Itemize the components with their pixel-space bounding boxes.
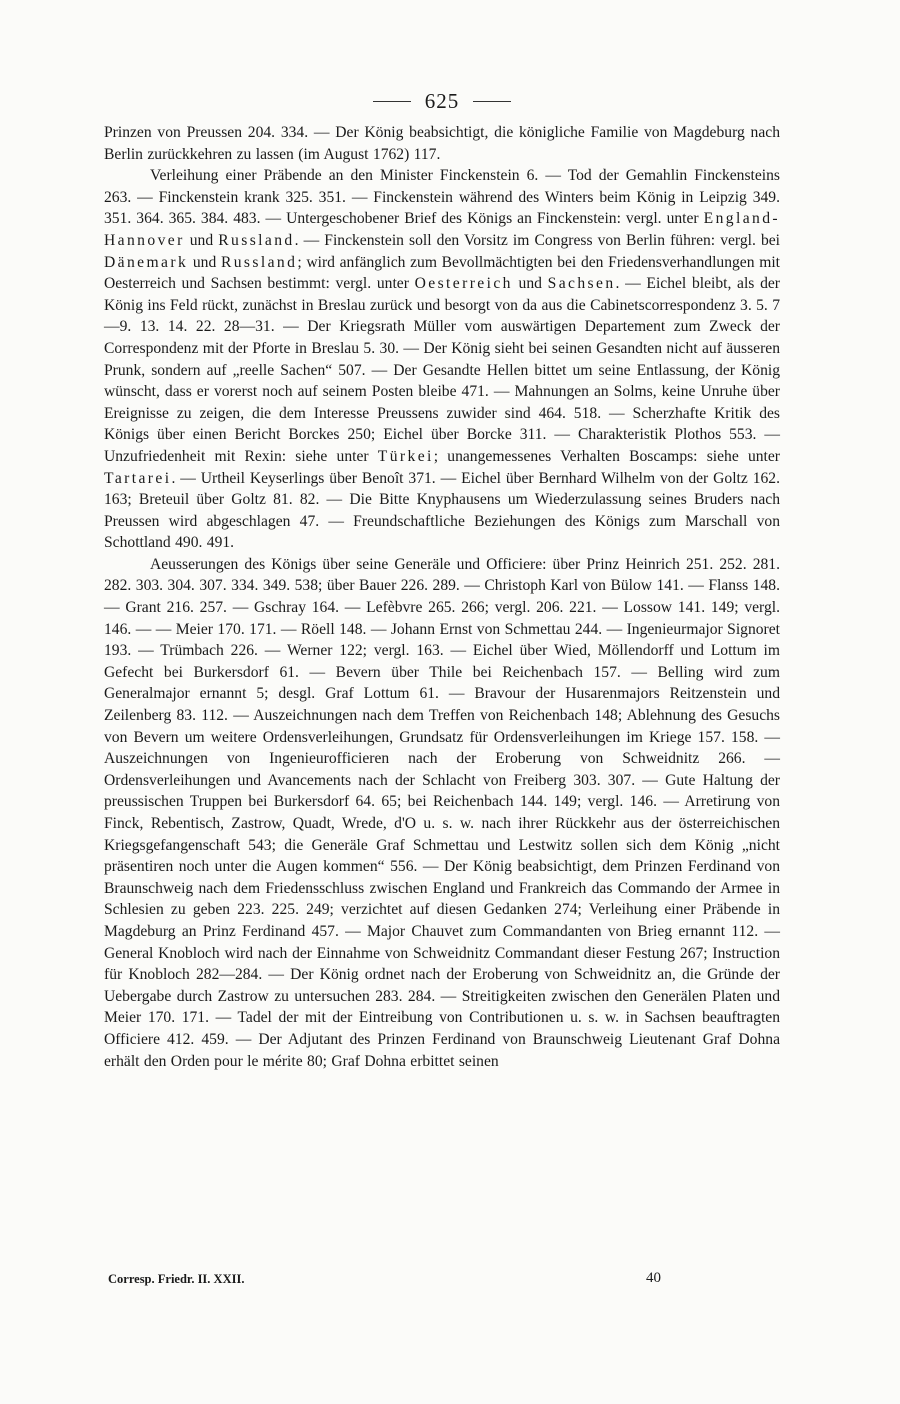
spaced-term: England-Hannover	[104, 210, 780, 249]
text-run: Verleihung einer Präbende an den Minister Finckenstein 6. — Tod der Gemahlin Finckensteins 263. — Finckenstein krank 325. 351. — Finckenstein während des Winters beim König in Leipzig 349. 351. 364. 365. 384. 483. — Untergeschobener Brief des Königs an Finckenstein: vergl. unter	[104, 167, 780, 228]
spaced-term: Dänemark	[104, 253, 189, 271]
text-run: . — Urtheil Keyserlings über Benoît 371. — Eichel über Bernhard Wilhelm von der Goltz 162. 163; Breteuil über Goltz 81. 82. — Die Bitte Knyphausens um Wiederzulassung seines Bruders nach Preussen wird abgeschlagen 47. — Freundschaftliche Beziehungen des Königs zum Marschall von Schottland 490. 491.	[104, 469, 780, 552]
text-run: und	[188, 253, 221, 271]
paragraph	[104, 554, 780, 1072]
page-footer	[108, 1272, 668, 1287]
paragraph	[104, 122, 780, 165]
page	[104, 86, 780, 1072]
signature-mark: 40	[646, 1270, 661, 1286]
text-run: ; wird anfänglich zum Bevollmächtigten bei den Friedensverhandlungen mit Oesterreich und Sachsen bestimmt: vergl. unter	[104, 253, 781, 293]
spaced-term: Russland	[218, 231, 295, 249]
spaced-term: Oesterreich	[414, 275, 513, 293]
page-number: 625	[424, 88, 460, 113]
spaced-term: Türkei	[377, 447, 434, 465]
text-run: und	[184, 231, 219, 249]
spaced-term: Russland	[220, 253, 298, 271]
text-run: . — Eichel bleibt, als der König ins Feld rückt, zunächst in Breslau zurück und besorgt von da aus die Cabinetscorrespondenz 3. 5. 7—9. 13. 14. 22. 28—31. — Der Kriegsrath Müller vom auswärtigen Departement zum Zweck der Correspondenz mit der Pforte in Breslau 5. 30. — Der König sieht bei seinen Gesandten nicht auf äusseren Prunk, sondern auf „reelle Sachen“ 507. — Der Gesandte Hellen bittet um seine Entlassung, der König wünscht, dass er vorerst noch auf seinem Posten bleibe 471. — Mahnungen an Solms, keine Unruhe über Ereignisse zu zeigen, die dem Interesse Preussens zuwider sind 464. 518. — Scherzhafte Kritik des Königs über einen Bericht Borckes 250; Eichel über Borcke 311. — Charakteristik Plothos 553. — Unzufriedenheit mit Rexin: siehe unter	[104, 275, 781, 465]
running-head	[104, 86, 780, 116]
spaced-term: Sachsen	[547, 275, 616, 293]
header-rule-right	[473, 101, 511, 102]
body-text	[104, 122, 780, 1072]
header-rule-left	[373, 101, 411, 102]
text-run: . — Finckenstein soll den Vorsitz im Congress von Berlin führen: vergl. bei	[294, 231, 780, 249]
text-run: ; unangemessenes Verhalten Boscamps: siehe unter	[433, 447, 780, 465]
text-run: Prinzen von Preussen 204. 334. — Der König beabsichtigt, die königliche Familie von Magdeburg nach Berlin zurückkehren zu lassen (im August 1762) 117.	[104, 124, 780, 163]
source-line: Corresp. Friedr. II. XXII.	[108, 1272, 245, 1286]
paragraph	[104, 165, 780, 554]
spaced-term: Tartarei	[104, 469, 172, 487]
text-run: Aeusserungen des Königs über seine Generäle und Officiere: über Prinz Heinrich 251. 252. 281. 282. 303. 304. 307. 334. 349. 538; über Bauer 226. 289. — Christoph Karl von Bülow 141. — Flanss 148. — Grant 216. 257. — Gschray 164. — Lefèbvre 265. 266; vergl. 206. 221. — Lossow 141. 149; vergl. 146. — — Meier 170. 171. — Röell 148. — Johann Ernst von Schmettau 244. — Ingenieurmajor Signoret 193. — Trümbach 226. — Werner 122; vergl. 163. — Eichel über Wied, Möllendorff und Lottum im Gefecht bei Burkersdorf 61. — Bevern über Thile bei Reichenbach 157. — Belling wird zum Generalmajor ernannt 5; desgl. Graf Lottum 61. — Bravour der Husarenmajors Reitzenstein und Zeilenberg 83. 112. — Auszeichnungen nach dem Treffen von Reichenbach 148; Ablehnung des Gesuchs von Bevern um weitere Ordensverleihungen, Grundsatz für Ordensverleihungen im Kriege 157. 158. — Auszeichnungen von Ingenieurofficieren nach der Eroberung von Schweidnitz 266. — Ordensverleihungen und Avancements nach der Schlacht von Freiberg 303. 307. — Gute Haltung der preussischen Truppen bei Burkersdorf 64. 65; bei Reichenbach 144. 149; vergl. 146. — Arretirung von Finck, Rebentisch, Zastrow, Quadt, Wrede, d'O u. s. w. nach ihrer Rückkehr aus der österreichischen Kriegsgefangenschaft 543; die Generäle Graf Schmettau und Lestwitz sollen sich dem König „nicht präsentiren noch unter die Augen kommen“ 556. — Der König beabsichtigt, dem Prinzen Ferdinand von Braunschweig nach dem Friedensschluss zwischen England und Frankreich das Commando der Armee in Schlesien zu geben 223. 225. 249; verzichtet auf diesen Gedanken 274; Verleihung einer Präbende in Magdeburg an Prinz Ferdinand 457. — Major Chauvet zum Commandanten von Brieg ernannt 112. — General Knobloch wird nach der Einnahme von Schweidnitz Commandant dieser Festung 267; Instruction für Knobloch 282—284. — Der König ordnet nach der Eroberung von Schweidnitz an, die Gründe der Uebergabe durch Zastrow zu untersuchen 283. 284. — Streitigkeiten zwischen den Generälen Platen und Meier 170. 171. — Tadel der mit der Eintreibung von Contributionen u. s. w. in Sachsen beauftragten Officiere 412. 459. — Der Adjutant des Prinzen Ferdinand von Braunschweig Lieutenant Graf Dohna erhält den Orden pour le mérite 80; Graf Dohna erbittet seinen	[104, 555, 780, 1070]
text-run: und	[512, 275, 548, 293]
